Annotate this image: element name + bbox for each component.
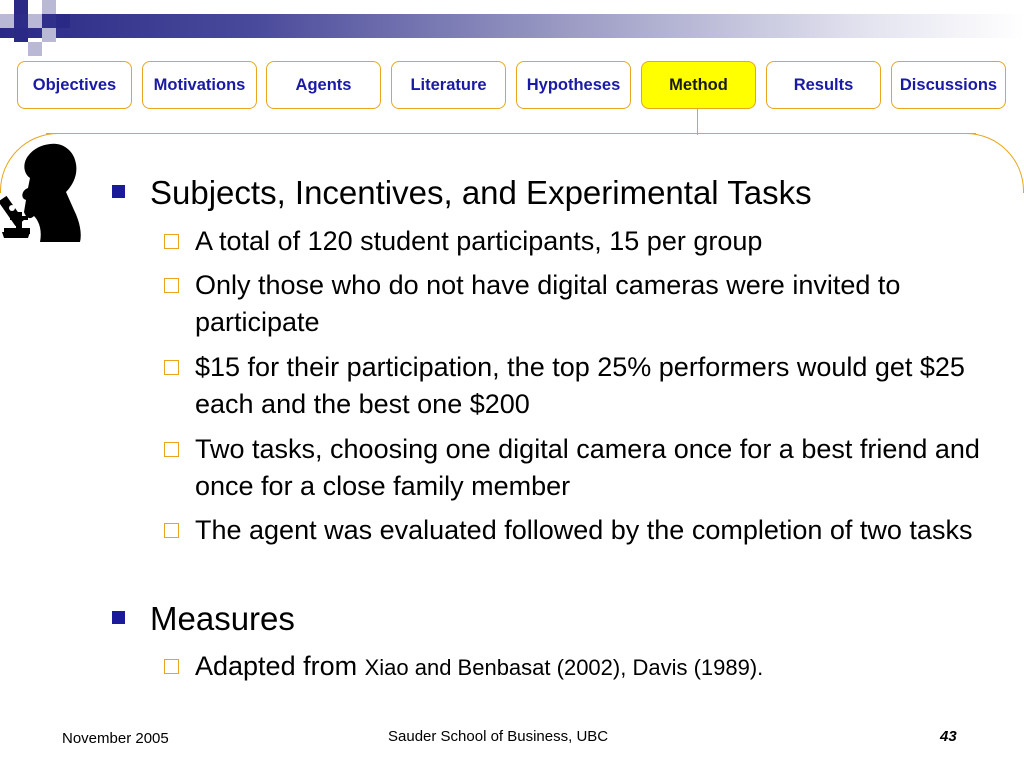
footer-institution: Sauder School of Business, UBC [388,728,609,745]
adapted-from-citation: Xiao and Benbasat (2002), Davis (1989). [364,655,764,680]
scientist-microscope-icon [0,142,86,242]
content-frame-top [46,133,976,134]
hollow-square-bullet-icon [164,234,179,249]
header-decor-square [0,14,14,28]
footer-page-number: 43 [940,728,957,745]
header-decor-square [28,42,42,56]
hollow-square-bullet-icon [164,523,179,538]
tab-objectives[interactable]: Objectives [17,61,132,109]
header-gradient-bar [0,14,1024,38]
tab-motivations[interactable]: Motivations [142,61,257,109]
hollow-square-bullet-icon [164,442,179,457]
tab-literature[interactable]: Literature [391,61,506,109]
active-tab-connector [697,109,698,135]
content-frame-right-corner [964,133,1024,193]
footer-date: November 2005 [62,730,169,747]
header-decor-square [14,0,28,14]
header-decor-square [42,28,56,42]
bullet-square-icon [112,611,125,624]
header-decor-square [56,14,70,28]
tab-method[interactable]: Method [641,61,756,109]
tab-hypotheses[interactable]: Hypotheses [516,61,631,109]
bullet-square-icon [112,185,125,198]
hollow-square-bullet-icon [164,659,179,674]
hollow-square-bullet-icon [164,360,179,375]
header-decor-square [14,28,28,42]
tab-agents[interactable]: Agents [266,61,381,109]
header-decor-square [42,0,56,14]
tab-results[interactable]: Results [766,61,881,109]
tab-discussions[interactable]: Discussions [891,61,1006,109]
hollow-square-bullet-icon [164,278,179,293]
adapted-from-label: Adapted from [195,651,365,681]
header-decor-square [28,14,42,28]
